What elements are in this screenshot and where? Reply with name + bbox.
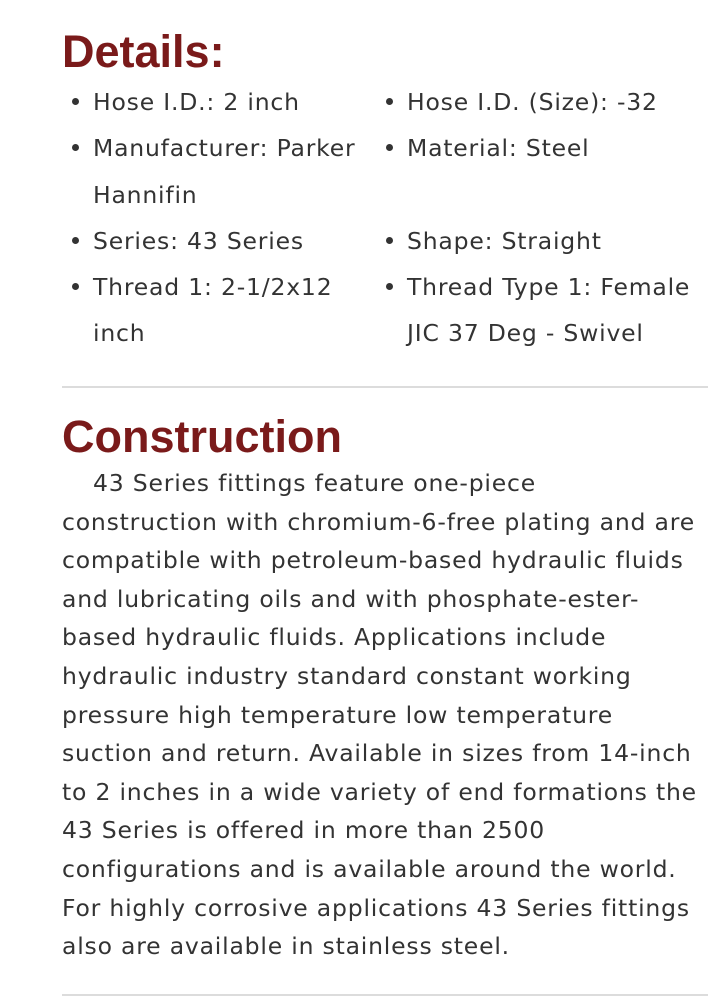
paragraph-line: 43 Series is offered in more than 2500	[62, 816, 546, 845]
construction-paragraph	[62, 464, 722, 966]
detail-shape	[386, 218, 602, 264]
detail-text: Series: 43 Series	[93, 226, 304, 255]
detail-material	[386, 125, 589, 171]
bullet-icon	[386, 98, 393, 105]
detail-text-continued: Hannifin	[93, 180, 198, 209]
section-divider	[62, 386, 708, 388]
detail-text: Shape: Straight	[407, 226, 602, 255]
detail-hose-id-size	[386, 79, 658, 125]
paragraph-line: For highly corrosive applications 43 Series fittings	[62, 893, 690, 922]
paragraph-line: and lubricating oils and with phosphate-ester-	[62, 584, 640, 613]
details-row	[62, 218, 708, 264]
detail-text: Material: Steel	[407, 134, 590, 163]
detail-text: Thread 1: 2-1/2x12	[93, 273, 333, 302]
details-heading: Details:	[62, 26, 225, 77]
detail-text: Manufacturer: Parker	[93, 134, 356, 163]
paragraph-line: suction and return. Available in sizes from 14-inch	[62, 739, 692, 768]
detail-manufacturer	[72, 125, 355, 218]
details-row	[62, 125, 708, 218]
details-row	[62, 264, 708, 357]
construction-heading: Construction	[62, 411, 342, 462]
detail-series	[72, 218, 304, 264]
bullet-icon	[72, 237, 79, 244]
paragraph-line: compatible with petroleum-based hydraulic fluids	[62, 546, 684, 575]
detail-text-continued: JIC 37 Deg - Swivel	[407, 319, 644, 348]
paragraph-line: hydraulic industry standard constant working	[62, 661, 632, 690]
detail-text: Thread Type 1: Female	[407, 273, 691, 302]
paragraph-line: configurations and is available around the world.	[62, 854, 677, 883]
bullet-icon	[72, 98, 79, 105]
details-list	[62, 79, 708, 357]
paragraph-line: construction with chromium-6-free plating and are	[62, 507, 695, 536]
paragraph-line: also are available in stainless steel.	[62, 932, 510, 961]
detail-hose-id	[72, 79, 300, 125]
section-divider	[62, 994, 708, 996]
details-row	[62, 79, 708, 125]
paragraph-line: to 2 inches in a wide variety of end formations the	[62, 777, 697, 806]
detail-text: Hose I.D. (Size): -32	[407, 88, 658, 116]
paragraph-line: based hydraulic fluids. Applications include	[62, 623, 607, 652]
bullet-icon	[386, 237, 393, 244]
paragraph-line: pressure high temperature low temperature	[62, 700, 613, 729]
detail-thread-1	[72, 264, 332, 357]
detail-thread-type-1	[386, 264, 690, 357]
paragraph-line: 43 Series fittings feature one-piece	[93, 469, 536, 497]
detail-text: Hose I.D.: 2 inch	[93, 88, 300, 116]
detail-text-continued: inch	[93, 319, 146, 348]
